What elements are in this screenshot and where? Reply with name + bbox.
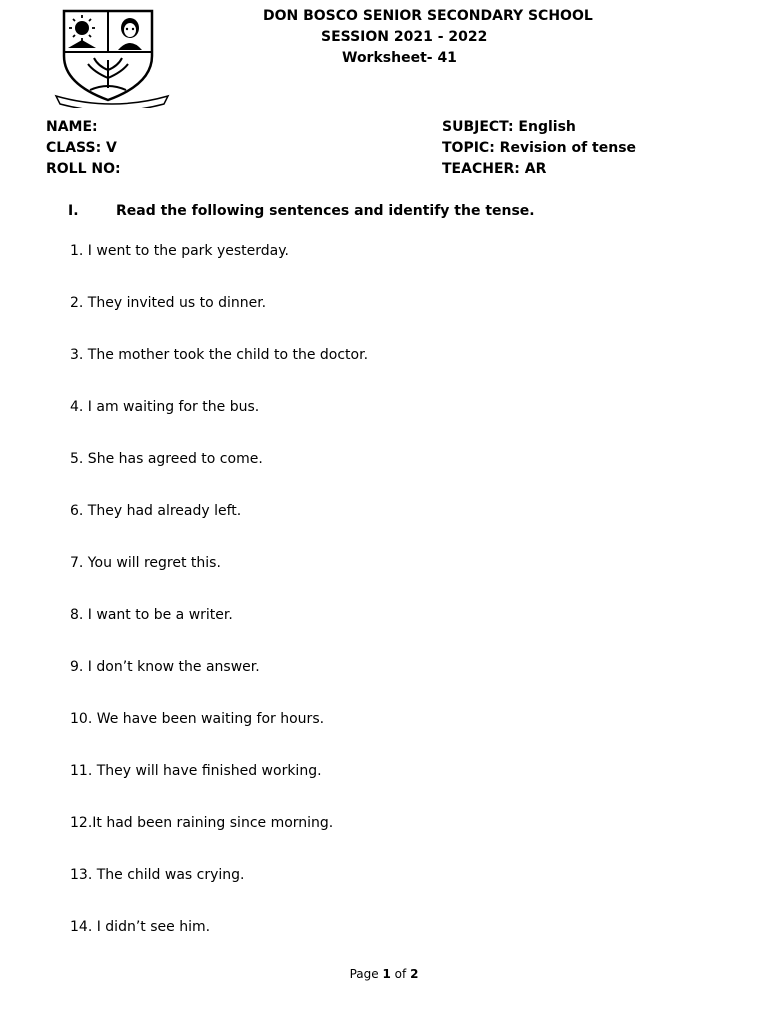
question-item: 9. I don’t know the answer. [70, 659, 260, 675]
question-item: 12.It had been raining since morning. [70, 815, 334, 831]
worksheet-title: Worksheet- 41 [342, 50, 457, 66]
question-item: 8. I want to be a writer. [70, 607, 233, 623]
name-field: NAME: [46, 119, 98, 135]
topic-field: TOPIC: Revision of tense [442, 140, 637, 156]
page-total: 2 [410, 967, 419, 981]
roll-field: ROLL NO: [46, 161, 121, 177]
page-number: 1 [382, 967, 391, 981]
page-word: Page [349, 967, 379, 981]
question-item: 13. The child was crying. [70, 867, 245, 883]
question-item: 6. They had already left. [70, 503, 242, 519]
teacher-field: TEACHER: AR [442, 161, 547, 177]
question-item: 4. I am waiting for the bus. [70, 399, 260, 415]
session-title: SESSION 2021 - 2022 [321, 29, 488, 45]
question-item: 5. She has agreed to come. [70, 451, 263, 467]
section-number: I. [68, 203, 79, 219]
subject-info [442, 119, 636, 182]
page-footer [0, 967, 768, 981]
class-field: CLASS: V [46, 140, 117, 156]
question-list [70, 243, 368, 971]
question-item: 10. We have been waiting for hours. [70, 711, 325, 727]
section-instruction: Read the following sentences and identify the tense. [116, 203, 535, 219]
question-item: 14. I didn’t see him. [70, 919, 211, 935]
question-item: 2. They invited us to dinner. [70, 295, 267, 311]
section-heading [68, 203, 535, 219]
of-word: of [394, 967, 407, 981]
student-info [46, 119, 121, 182]
question-item: 3. The mother took the child to the doctor. [70, 347, 369, 363]
question-item: 11. They will have finished working. [70, 763, 322, 779]
subject-field: SUBJECT: English [442, 119, 576, 135]
question-item: 7. You will regret this. [70, 555, 221, 571]
school-crest-logo [54, 8, 170, 108]
school-name: DON BOSCO SENIOR SECONDARY SCHOOL [263, 8, 593, 24]
question-item: 1. I went to the park yesterday. [70, 243, 289, 259]
